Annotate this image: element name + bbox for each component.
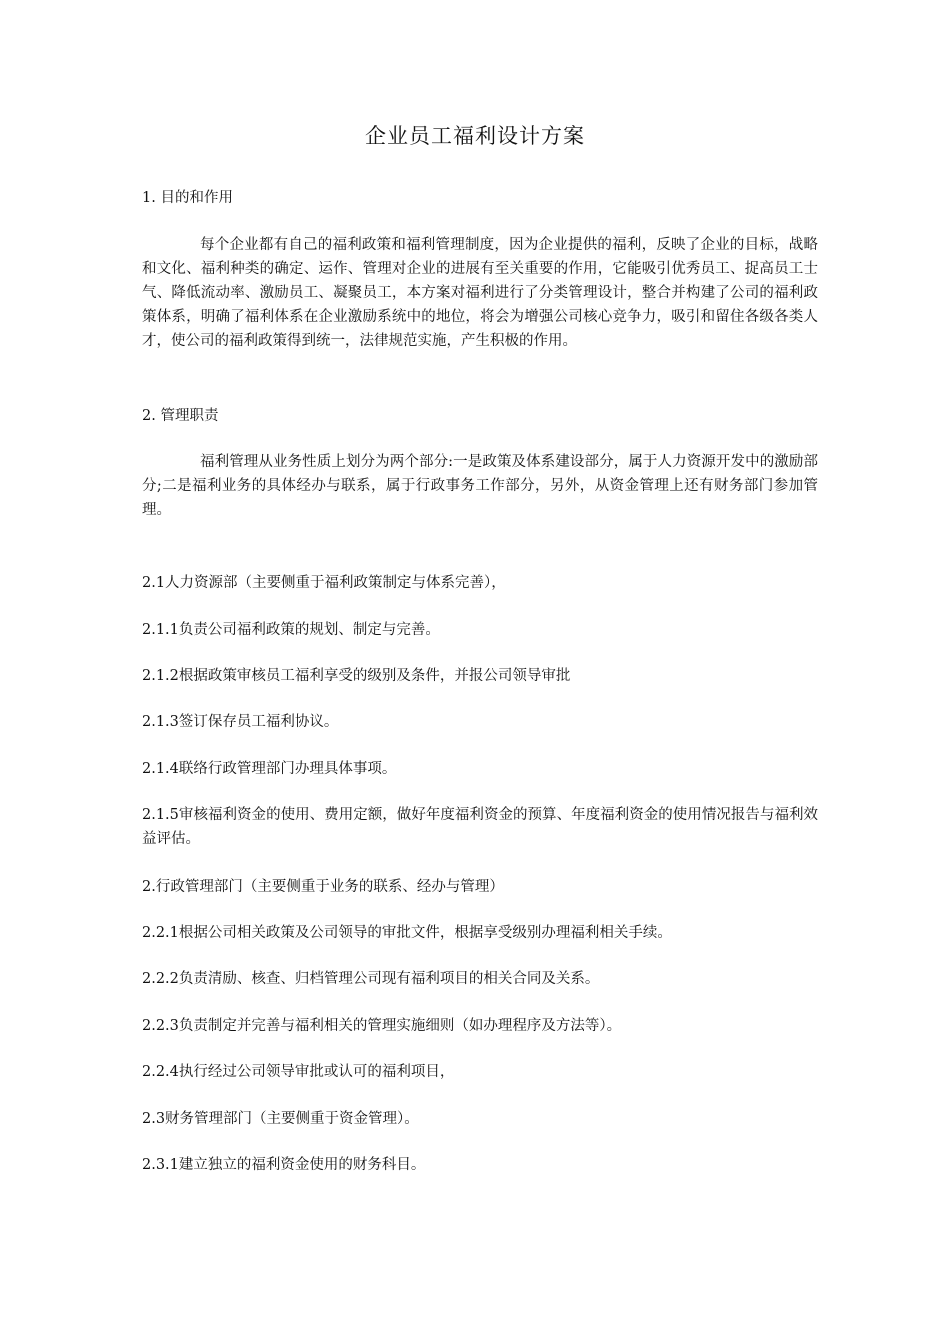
section-2-paragraph: 福利管理从业务性质上划分为两个部分:一是政策及体系建设部分，属于人力资源开发中的激励部分;二是福利业务的具体经办与联系，属于行政事务工作部分，另外，从资金管理上还有财务部门参加管理。 [142,454,818,518]
list-item: 2.1.2根据政策审核员工福利享受的级别及条件，并报公司领导审批 [142,668,571,684]
section-1-heading: 1. 目的和作用 [142,190,233,206]
list-item: 2.行政管理部门（主要侧重于业务的联系、经办与管理） [142,879,504,895]
list-item: 2.3财务管理部门（主要侧重于资金管理）。 [142,1111,419,1127]
list-item: 2.2.2负责清励、核查、归档管理公司现有福利项目的相关合同及关系。 [142,971,600,987]
list-item: 2.2.1根据公司相关政策及公司领导的审批文件，根据享受级别办理福利相关手续。 [142,925,672,941]
list-item: 2.3.1建立独立的福利资金使用的财务科目。 [142,1157,426,1173]
list-item: 2.1.4联络行政管理部门办理具体事项。 [142,761,397,777]
list-item: 2.1.5审核福利资金的使用、费用定额，做好年度福利资金的预算、年度福利资金的使用情况报告与福利效益评估。 [142,807,818,847]
list-item: 2.1.1负责公司福利政策的规划、制定与完善。 [142,622,440,638]
list-item: 2.1人力资源部（主要侧重于福利政策制定与体系完善）， [142,575,506,591]
list-item: 2.1.3签订保存员工福利协议。 [142,714,339,730]
list-item: 2.2.3负责制定并完善与福利相关的管理实施细则（如办理程序及方法等）。 [142,1018,622,1034]
section-1-paragraph: 每个企业都有自己的福利政策和福利管理制度，因为企业提供的福利，反映了企业的目标，战略和文化、福利种类的确定、运作、管理对企业的进展有至关重要的作用，它能吸引优秀员工、捉高员工士气、降低流动率、激励员工、凝聚员工，本方案对福利进行了分类管理设计，整合并构建了公司的福利政策体系，明确了福利体系在企业激励系统中的地位，将会为增强公司核心竞争力，吸引和留住各级各类人才，使公司的福利政策得到统一，法律规范实施，产生积极的作用。 [142,237,818,349]
section-2-heading: 2. 管理职责 [142,408,219,424]
document-title: 企业员工福利设计方案 [365,124,585,148]
list-item: 2.2.4执行经过公司领导审批或认可的福利项目， [142,1064,455,1080]
